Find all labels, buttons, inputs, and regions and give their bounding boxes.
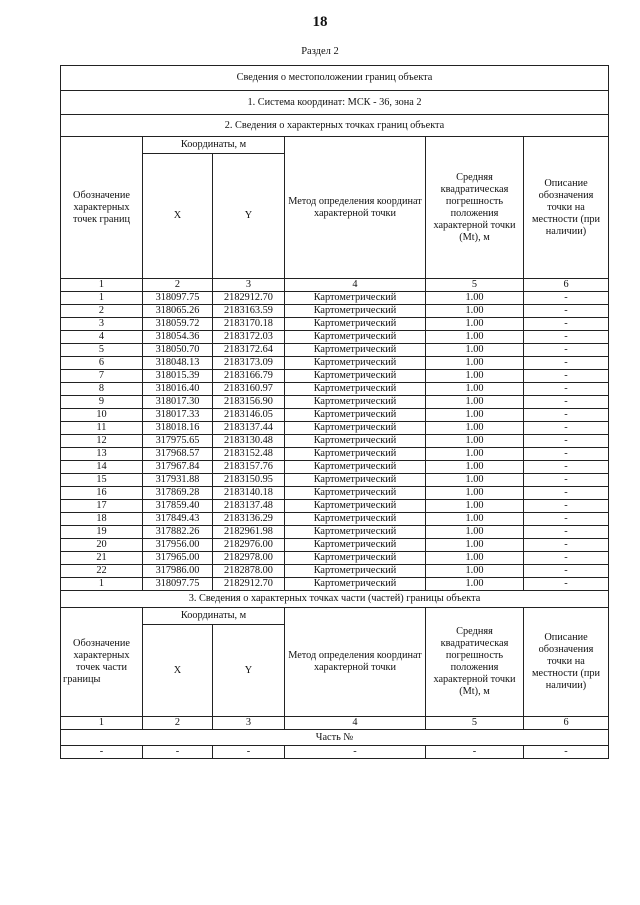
column-number: 2	[143, 279, 213, 292]
point-row	[61, 461, 609, 474]
coordinate-x: 318017.30	[143, 396, 213, 409]
point-row	[61, 409, 609, 422]
point-row	[61, 357, 609, 370]
accuracy-cell: 1.00	[426, 331, 524, 344]
accuracy-cell: 1.00	[426, 292, 524, 305]
column-number: 6	[524, 279, 609, 292]
header-designation-parts: Обозначение характерных точек части границы	[61, 608, 143, 717]
method-cell: Картометрический	[285, 305, 426, 318]
accuracy-cell: 1.00	[426, 396, 524, 409]
header-description-parts: Описание обозначения точки на местности (при наличии)	[524, 608, 609, 717]
point-row	[61, 305, 609, 318]
description-cell: -	[524, 539, 609, 552]
coordinate-y: 2183160.97	[213, 383, 285, 396]
point-number: 14	[61, 461, 143, 474]
page-number: 18	[312, 14, 328, 30]
description-cell: -	[524, 474, 609, 487]
header-x-parts: X	[143, 625, 213, 717]
header-y: Y	[213, 154, 285, 279]
point-row	[61, 565, 609, 578]
coordinate-y: 2183172.03	[213, 331, 285, 344]
accuracy-cell: 1.00	[426, 344, 524, 357]
point-number: 4	[61, 331, 143, 344]
column-number: 4	[285, 717, 426, 730]
description-cell: -	[524, 448, 609, 461]
description-cell: -	[524, 305, 609, 318]
table-title: Сведения о местоположении границ объекта	[61, 66, 609, 91]
header-designation: Обозначение характерных точек границ	[61, 137, 143, 279]
column-numbers-row	[61, 279, 609, 292]
coordinate-x: 317849.43	[143, 513, 213, 526]
accuracy-cell: 1.00	[426, 461, 524, 474]
method-cell: Картометрический	[285, 565, 426, 578]
point-number: 7	[61, 370, 143, 383]
coordinate-y: 2183173.09	[213, 357, 285, 370]
part-cell: -	[61, 746, 143, 759]
coordinate-x: 317869.28	[143, 487, 213, 500]
accuracy-cell: 1.00	[426, 409, 524, 422]
coordinate-y: 2183170.18	[213, 318, 285, 331]
boundary-table	[60, 65, 609, 759]
method-cell: Картометрический	[285, 383, 426, 396]
coordinate-x: 317882.26	[143, 526, 213, 539]
coordinate-y: 2183152.48	[213, 448, 285, 461]
point-row	[61, 331, 609, 344]
header-y-parts: Y	[213, 625, 285, 717]
method-cell: Картометрический	[285, 474, 426, 487]
part-cell: -	[143, 746, 213, 759]
point-row	[61, 435, 609, 448]
accuracy-cell: 1.00	[426, 513, 524, 526]
accuracy-cell: 1.00	[426, 435, 524, 448]
column-numbers-row-parts	[61, 717, 609, 730]
point-number: 18	[61, 513, 143, 526]
coordinate-x: 318059.72	[143, 318, 213, 331]
method-cell: Картометрический	[285, 435, 426, 448]
description-cell: -	[524, 292, 609, 305]
method-cell: Картометрический	[285, 448, 426, 461]
method-cell: Картометрический	[285, 331, 426, 344]
point-number: 9	[61, 396, 143, 409]
coordinate-y: 2182978.00	[213, 552, 285, 565]
method-cell: Картометрический	[285, 526, 426, 539]
point-number: 22	[61, 565, 143, 578]
description-cell: -	[524, 526, 609, 539]
method-cell: Картометрический	[285, 578, 426, 591]
accuracy-cell: 1.00	[426, 422, 524, 435]
description-cell: -	[524, 344, 609, 357]
point-number: 21	[61, 552, 143, 565]
point-number: 17	[61, 500, 143, 513]
accuracy-cell: 1.00	[426, 526, 524, 539]
part-cell: -	[426, 746, 524, 759]
description-cell: -	[524, 435, 609, 448]
point-number: 20	[61, 539, 143, 552]
coordinate-x: 318016.40	[143, 383, 213, 396]
header-description: Описание обозначения точки на местности (при наличии)	[524, 137, 609, 279]
column-number: 5	[426, 717, 524, 730]
coordinate-y: 2183137.44	[213, 422, 285, 435]
accuracy-cell: 1.00	[426, 539, 524, 552]
description-cell: -	[524, 500, 609, 513]
column-number: 3	[213, 717, 285, 730]
coordinate-x: 317968.57	[143, 448, 213, 461]
description-cell: -	[524, 487, 609, 500]
point-number: 3	[61, 318, 143, 331]
point-number: 1	[61, 292, 143, 305]
coordinate-x: 317975.65	[143, 435, 213, 448]
point-row	[61, 383, 609, 396]
coordinate-x: 317986.00	[143, 565, 213, 578]
coordinate-y: 2183146.05	[213, 409, 285, 422]
coordinate-y: 2183156.90	[213, 396, 285, 409]
accuracy-cell: 1.00	[426, 318, 524, 331]
column-number: 3	[213, 279, 285, 292]
header-method: Метод определения координат характерной точки	[285, 137, 426, 279]
description-cell: -	[524, 461, 609, 474]
point-number: 1	[61, 578, 143, 591]
coordinate-y: 2183166.79	[213, 370, 285, 383]
coordinate-x: 318017.33	[143, 409, 213, 422]
point-row	[61, 474, 609, 487]
points-heading: 2. Сведения о характерных точках границ объекта	[61, 115, 609, 137]
coordinate-y: 2182961.98	[213, 526, 285, 539]
point-number: 5	[61, 344, 143, 357]
coordinate-x: 317859.40	[143, 500, 213, 513]
method-cell: Картометрический	[285, 357, 426, 370]
part-cell: -	[524, 746, 609, 759]
header-method-parts: Метод определения координат характерной точки	[285, 608, 426, 717]
column-number: 5	[426, 279, 524, 292]
accuracy-cell: 1.00	[426, 474, 524, 487]
part-cell: -	[285, 746, 426, 759]
point-number: 19	[61, 526, 143, 539]
description-cell: -	[524, 318, 609, 331]
point-row	[61, 448, 609, 461]
point-number: 6	[61, 357, 143, 370]
point-number: 2	[61, 305, 143, 318]
point-row	[61, 513, 609, 526]
coordinate-x: 317956.00	[143, 539, 213, 552]
method-cell: Картометрический	[285, 500, 426, 513]
point-number: 10	[61, 409, 143, 422]
accuracy-cell: 1.00	[426, 578, 524, 591]
description-cell: -	[524, 422, 609, 435]
column-number: 1	[61, 717, 143, 730]
description-cell: -	[524, 383, 609, 396]
description-cell: -	[524, 578, 609, 591]
description-cell: -	[524, 565, 609, 578]
point-row	[61, 552, 609, 565]
accuracy-cell: 1.00	[426, 370, 524, 383]
coordinate-x: 318097.75	[143, 292, 213, 305]
point-row	[61, 539, 609, 552]
point-number: 15	[61, 474, 143, 487]
description-cell: -	[524, 396, 609, 409]
coordinate-system: 1. Система координат: МСК - 36, зона 2	[61, 91, 609, 115]
coordinate-x: 318048.13	[143, 357, 213, 370]
coordinate-x: 317967.84	[143, 461, 213, 474]
coordinate-y: 2183150.95	[213, 474, 285, 487]
accuracy-cell: 1.00	[426, 552, 524, 565]
coordinate-y: 2183130.48	[213, 435, 285, 448]
description-cell: -	[524, 370, 609, 383]
method-cell: Картометрический	[285, 461, 426, 474]
coordinate-x: 318065.26	[143, 305, 213, 318]
method-cell: Картометрический	[285, 292, 426, 305]
description-cell: -	[524, 409, 609, 422]
coordinate-x: 318018.16	[143, 422, 213, 435]
coordinate-y: 2182976.00	[213, 539, 285, 552]
accuracy-cell: 1.00	[426, 565, 524, 578]
description-cell: -	[524, 331, 609, 344]
description-cell: -	[524, 552, 609, 565]
coordinate-y: 2183136.29	[213, 513, 285, 526]
description-cell: -	[524, 513, 609, 526]
method-cell: Картометрический	[285, 422, 426, 435]
accuracy-cell: 1.00	[426, 448, 524, 461]
point-number: 13	[61, 448, 143, 461]
coordinate-x: 317965.00	[143, 552, 213, 565]
part-row	[61, 746, 609, 759]
method-cell: Картометрический	[285, 487, 426, 500]
parts-heading: 3. Сведения о характерных точках части (частей) границы объекта	[61, 591, 609, 608]
coordinate-y: 2183172.64	[213, 344, 285, 357]
point-row	[61, 526, 609, 539]
part-cell: -	[213, 746, 285, 759]
part-number-label: Часть №	[61, 730, 609, 746]
coordinate-x: 318097.75	[143, 578, 213, 591]
header-coordinates-parts: Координаты, м	[143, 608, 285, 625]
point-number: 11	[61, 422, 143, 435]
header-accuracy: Средняя квадратическая погрешность положения характерной точки (Mt), м	[426, 137, 524, 279]
accuracy-cell: 1.00	[426, 500, 524, 513]
method-cell: Картометрический	[285, 409, 426, 422]
description-cell: -	[524, 357, 609, 370]
method-cell: Картометрический	[285, 344, 426, 357]
accuracy-cell: 1.00	[426, 487, 524, 500]
column-number: 2	[143, 717, 213, 730]
accuracy-cell: 1.00	[426, 305, 524, 318]
accuracy-cell: 1.00	[426, 383, 524, 396]
coordinate-y: 2183157.76	[213, 461, 285, 474]
coordinate-x: 317931.88	[143, 474, 213, 487]
point-row	[61, 422, 609, 435]
header-accuracy-parts: Средняя квадратическая погрешность положения характерной точки (Mt), м	[426, 608, 524, 717]
point-row	[61, 292, 609, 305]
point-row	[61, 396, 609, 409]
coordinate-y: 2183163.59	[213, 305, 285, 318]
header-x: X	[143, 154, 213, 279]
method-cell: Картометрический	[285, 513, 426, 526]
point-row	[61, 500, 609, 513]
accuracy-cell: 1.00	[426, 357, 524, 370]
column-number: 1	[61, 279, 143, 292]
point-row	[61, 370, 609, 383]
column-number: 6	[524, 717, 609, 730]
coordinate-x: 318054.36	[143, 331, 213, 344]
point-row	[61, 578, 609, 591]
coordinate-y: 2182912.70	[213, 578, 285, 591]
point-number: 8	[61, 383, 143, 396]
method-cell: Картометрический	[285, 552, 426, 565]
point-number: 16	[61, 487, 143, 500]
method-cell: Картометрический	[285, 318, 426, 331]
coordinate-x: 318050.70	[143, 344, 213, 357]
coordinate-y: 2182878.00	[213, 565, 285, 578]
coordinate-y: 2183137.48	[213, 500, 285, 513]
coordinate-x: 318015.39	[143, 370, 213, 383]
method-cell: Картометрический	[285, 539, 426, 552]
method-cell: Картометрический	[285, 396, 426, 409]
column-number: 4	[285, 279, 426, 292]
point-row	[61, 318, 609, 331]
point-row	[61, 344, 609, 357]
header-coordinates: Координаты, м	[143, 137, 285, 154]
method-cell: Картометрический	[285, 370, 426, 383]
coordinate-y: 2183140.18	[213, 487, 285, 500]
point-row	[61, 487, 609, 500]
point-number: 12	[61, 435, 143, 448]
section-label: Раздел 2	[301, 46, 339, 57]
coordinate-y: 2182912.70	[213, 292, 285, 305]
